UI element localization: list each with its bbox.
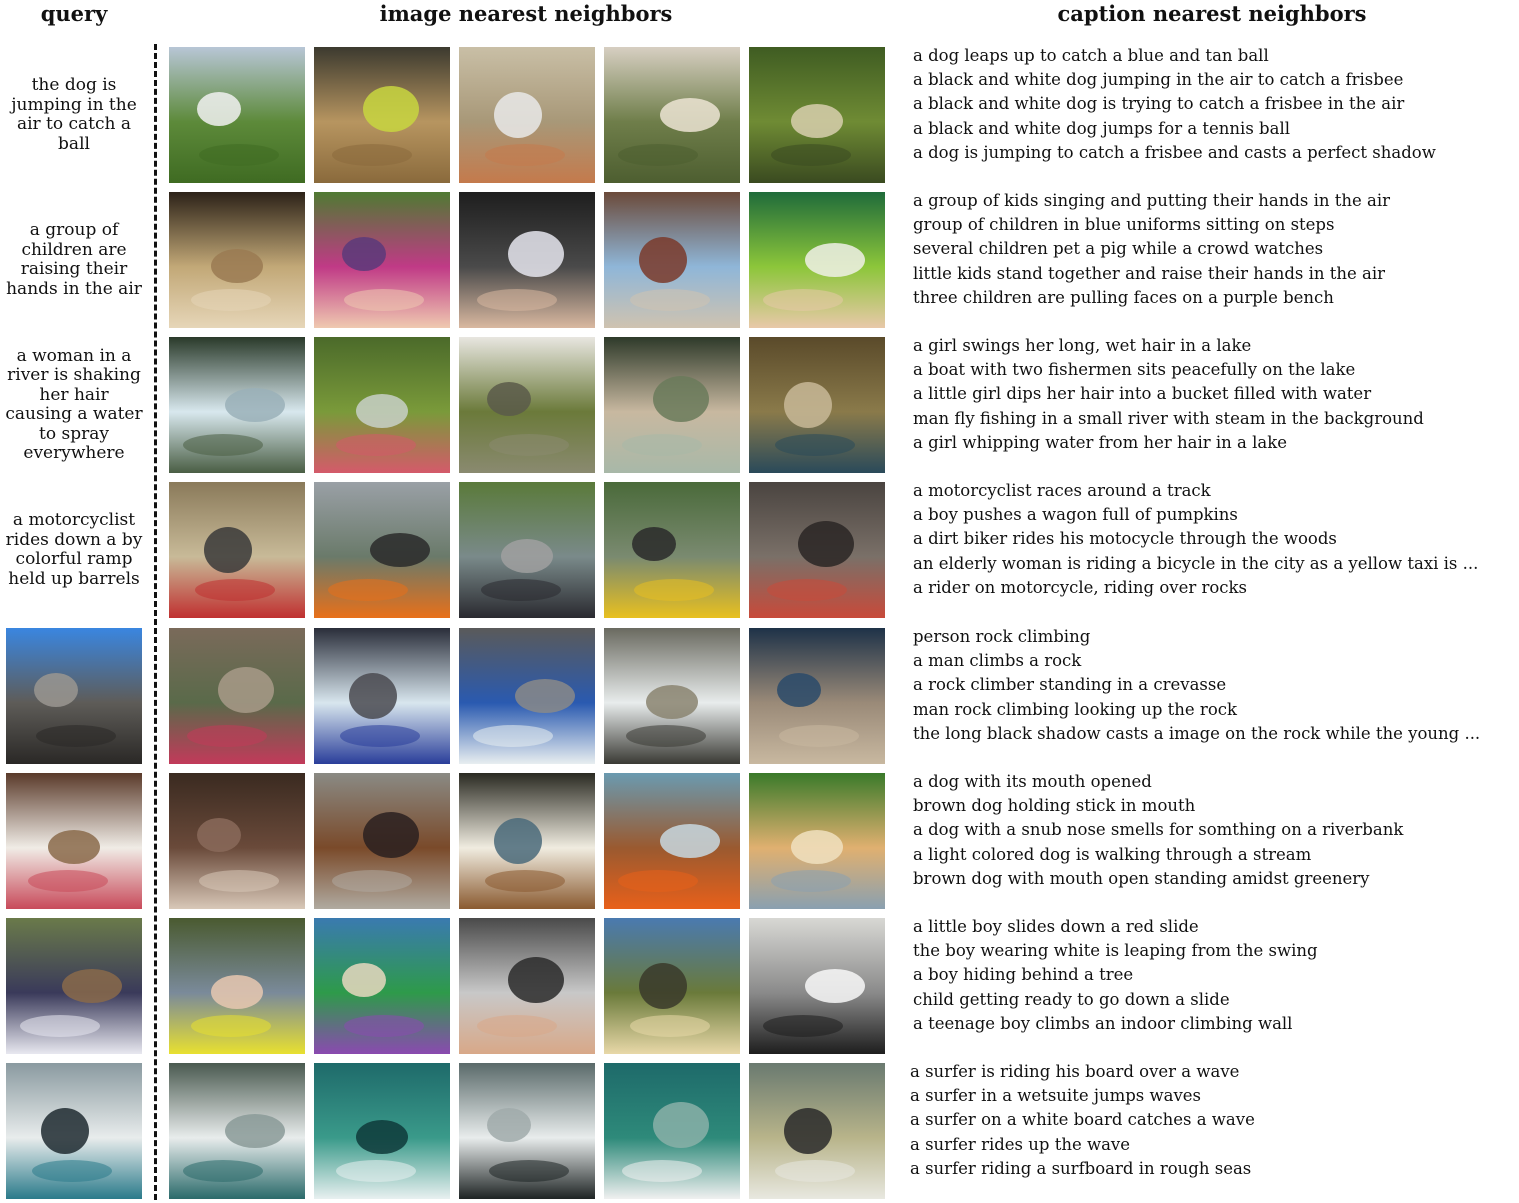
caption-neighbor: a surfer on a white board catches a wave (910, 1110, 1255, 1130)
caption-neighbor: a dog with a snub nose smells for somthing on a riverbank (913, 820, 1404, 840)
neighbor-image-thumbnail (169, 1063, 305, 1199)
neighbor-image-thumbnail (749, 482, 885, 618)
caption-neighbor: a teenage boy climbs an indoor climbing wall (913, 1013, 1293, 1033)
caption-neighbor-list (913, 189, 1519, 310)
neighbor-image-thumbnail (604, 47, 740, 183)
neighbor-image-thumbnail (604, 337, 740, 473)
neighbor-image-thumbnail (314, 47, 450, 183)
caption-neighbor: man fly fishing in a small river with steam in the background (913, 408, 1424, 428)
caption-neighbor: the boy wearing white is leaping from the swing (913, 941, 1318, 961)
caption-neighbor: a black and white dog jumping in the air to catch a frisbee (913, 70, 1404, 90)
neighbor-image-thumbnail (169, 482, 305, 618)
caption-neighbor-list (913, 44, 1519, 165)
query-text-cell (0, 482, 148, 618)
neighbor-image-thumbnail (314, 337, 450, 473)
neighbor-image-thumbnail (604, 1063, 740, 1199)
result-row (0, 918, 1519, 1054)
caption-neighbor: a boy hiding behind a tree (913, 965, 1134, 985)
caption-neighbor: a motorcyclist races around a track (913, 481, 1211, 500)
caption-neighbor-list (913, 770, 1519, 891)
neighbor-image-thumbnail (749, 337, 885, 473)
result-row (0, 628, 1519, 764)
caption-neighbor: a dog leaps up to catch a blue and tan ball (913, 46, 1269, 65)
caption-neighbor: brown dog holding stick in mouth (913, 796, 1196, 816)
caption-neighbor-list (910, 1060, 1516, 1181)
neighbor-image-thumbnail (604, 773, 740, 909)
caption-neighbor: a girl whipping water from her hair in a lake (913, 432, 1288, 452)
caption-neighbor: a dog with its mouth opened (913, 772, 1152, 791)
neighbor-image-thumbnail (314, 773, 450, 909)
caption-neighbor-list (913, 625, 1519, 746)
caption-neighbor: child getting ready to go down a slide (913, 989, 1230, 1009)
caption-neighbor: a man climbs a rock (913, 651, 1082, 671)
neighbor-image-thumbnail (314, 1063, 450, 1199)
header-caption-nearest-neighbors: caption nearest neighbors (1057, 1, 1367, 26)
caption-neighbor-list (913, 334, 1519, 455)
neighbor-image-thumbnail (749, 628, 885, 764)
caption-neighbor: a girl swings her long, wet hair in a lake (913, 336, 1252, 355)
query-text-cell (0, 337, 148, 473)
neighbor-image-thumbnail (459, 192, 595, 328)
caption-neighbor: a black and white dog is trying to catch a frisbee in the air (913, 94, 1405, 114)
neighbor-image-thumbnail (459, 918, 595, 1054)
caption-neighbor: a light colored dog is walking through a stream (913, 844, 1312, 864)
header-image-nearest-neighbors: image nearest neighbors (379, 1, 673, 26)
query-text-cell (0, 192, 148, 328)
caption-neighbor: a black and white dog jumps for a tennis ball (913, 118, 1290, 138)
caption-neighbor: a boat with two fishermen sits peacefully on the lake (913, 360, 1356, 380)
caption-neighbor: several children pet a pig while a crowd watches (913, 239, 1324, 259)
caption-neighbor: man rock climbing looking up the rock (913, 699, 1237, 719)
neighbor-image-thumbnail (169, 918, 305, 1054)
query-image (6, 918, 142, 1054)
caption-neighbor: a little girl dips her hair into a bucket filled with water (913, 384, 1372, 404)
neighbor-image-thumbnail (749, 47, 885, 183)
neighbor-image-thumbnail (314, 192, 450, 328)
caption-neighbor: a surfer in a wetsuite jumps waves (910, 1086, 1202, 1106)
caption-neighbor: a dirt biker rides his motocycle through the woods (913, 529, 1337, 549)
neighbor-image-thumbnail (604, 192, 740, 328)
caption-neighbor-list (913, 915, 1519, 1036)
neighbor-image-thumbnail (169, 773, 305, 909)
caption-neighbor: the long black shadow casts a image on the rock while the young ... (913, 723, 1481, 743)
caption-neighbor: a dog is jumping to catch a frisbee and casts a perfect shadow (913, 142, 1436, 162)
neighbor-image-thumbnail (459, 47, 595, 183)
result-row (0, 1063, 1519, 1199)
neighbor-image-thumbnail (169, 47, 305, 183)
query-text: a motorcyclist rides down a by colorful ramp held up barrels (5, 510, 143, 589)
caption-neighbor: a little boy slides down a red slide (913, 917, 1199, 936)
neighbor-image-thumbnail (169, 192, 305, 328)
query-image (6, 773, 142, 909)
query-text: the dog is jumping in the air to catch a ball (11, 75, 137, 154)
header-query: query (40, 1, 108, 26)
caption-neighbor: a rider on motorcycle, riding over rocks (913, 577, 1247, 597)
neighbor-image-thumbnail (604, 482, 740, 618)
query-image (6, 1063, 142, 1199)
result-row (0, 192, 1519, 328)
neighbor-image-thumbnail (459, 773, 595, 909)
caption-neighbor: an elderly woman is riding a bicycle in the city as a yellow taxi is ... (913, 553, 1479, 573)
result-row (0, 337, 1519, 473)
caption-neighbor: little kids stand together and raise their hands in the air (913, 263, 1386, 283)
caption-neighbor: person rock climbing (913, 627, 1091, 646)
caption-neighbor: a surfer riding a surfboard in rough seas (910, 1158, 1252, 1178)
neighbor-image-thumbnail (169, 337, 305, 473)
neighbor-image-thumbnail (459, 337, 595, 473)
neighbor-image-thumbnail (749, 773, 885, 909)
neighbor-image-thumbnail (314, 628, 450, 764)
neighbor-image-thumbnail (749, 918, 885, 1054)
neighbor-image-thumbnail (169, 628, 305, 764)
neighbor-image-thumbnail (749, 1063, 885, 1199)
caption-neighbor: group of children in blue uniforms sitting on steps (913, 215, 1335, 235)
neighbor-image-thumbnail (604, 918, 740, 1054)
query-text-cell (0, 47, 148, 183)
neighbor-image-thumbnail (459, 482, 595, 618)
query-image (6, 628, 142, 764)
query-text: a woman in a river is shaking her hair causing a water to spray everywhere (5, 345, 143, 463)
neighbor-image-thumbnail (314, 482, 450, 618)
caption-neighbor: brown dog with mouth open standing amidst greenery (913, 868, 1370, 888)
result-row (0, 773, 1519, 909)
neighbor-image-thumbnail (604, 628, 740, 764)
result-row (0, 482, 1519, 618)
caption-neighbor: a boy pushes a wagon full of pumpkins (913, 505, 1238, 525)
caption-neighbor: a surfer rides up the wave (910, 1134, 1131, 1154)
neighbor-image-thumbnail (459, 628, 595, 764)
caption-neighbor-list (913, 479, 1519, 600)
caption-neighbor: a group of kids singing and putting their hands in the air (913, 191, 1391, 210)
query-text: a group of children are raising their hands in the air (6, 220, 142, 299)
result-row (0, 47, 1519, 183)
neighbor-image-thumbnail (749, 192, 885, 328)
caption-neighbor: a rock climber standing in a crevasse (913, 675, 1227, 695)
caption-neighbor: a surfer is riding his board over a wave (910, 1062, 1240, 1081)
neighbor-image-thumbnail (314, 918, 450, 1054)
neighbor-image-thumbnail (459, 1063, 595, 1199)
caption-neighbor: three children are pulling faces on a purple bench (913, 287, 1334, 307)
